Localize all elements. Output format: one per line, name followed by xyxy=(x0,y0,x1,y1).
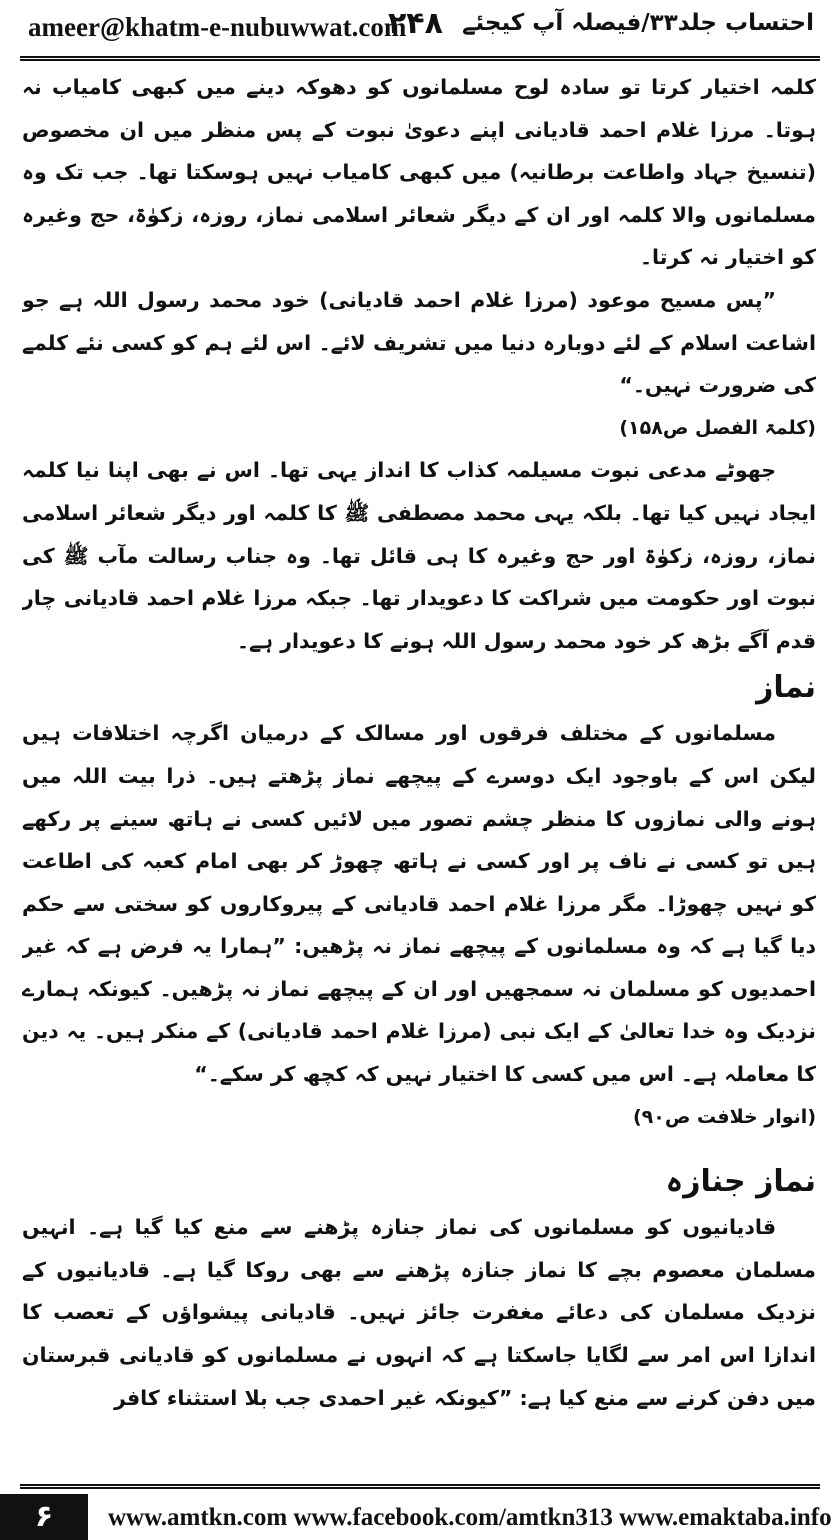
paragraph-4: قادیانیوں کو مسلمانوں کی نماز جنازہ پڑھنے سے منع کیا گیا ہے۔ انہیں مسلمان معصوم بچے کا نماز جنازہ پڑھنے سے بھی روکا گیا ہے۔ قادیانیوں کے نزدیک مسلمان کی دعائے مغفرت جائز نہیں۔ قادیانی پیشواؤں کے تعصب کا اندازا اس امر سے لگایا جاسکتا ہے کہ انہوں نے مسلمانوں کو قادیانی قبرستان میں دفن کرنے سے منع کیا ہے: ”کیونکہ غیر احمدی جب بلا استثناء کافر xyxy=(22,1215,816,1410)
reference-1: (کلمۃ الفصل ص۱۵۸) xyxy=(619,416,816,439)
page-footer xyxy=(0,1484,840,1540)
footer-page-number: ۶ xyxy=(0,1494,88,1540)
heading-namaz-janaza: نماز جنازہ xyxy=(665,1164,816,1200)
header-title: احتساب جلد۳۳/فیصلہ آپ کیجئے xyxy=(462,10,814,36)
header-rule xyxy=(20,56,820,61)
footer-rule xyxy=(20,1484,820,1489)
section-spacer xyxy=(22,1138,816,1156)
quote-1: ”پس مسیح موعود (مرزا غلام احمد قادیانی) خود محمد رسول اللہ ہے جو اشاعت اسلام کے لئے دوبارہ دنیا میں تشریف لائے۔ اس لئے ہم کو کسی نئے کلمے کی ضرورت نہیں۔“ xyxy=(22,287,816,398)
heading-namaz: نماز xyxy=(756,670,816,706)
header-email: ameer@khatm-e-nubuwwat.com xyxy=(28,12,407,42)
footer-urls: www.amtkn.com www.facebook.com/amtkn313 www.emaktaba.info xyxy=(108,1504,832,1531)
header-page-number: ۲۴۸ xyxy=(388,6,443,41)
article-body xyxy=(22,66,816,1478)
paragraph-3: مسلمانوں کے مختلف فرقوں اور مسالک کے درمیان اگرچہ اختلافات ہیں لیکن اس کے باوجود ایک دوسرے کے پیچھے نماز پڑھتے ہیں۔ ذرا بیت اللہ میں ہونے والی نمازوں کا منظر چشم تصور میں لائیں کسی نے ہاتھ سینے پر رکھے ہیں تو کسی نے ناف پر اور کسی نے ہاتھ چھوڑ کر بھی امام کعبہ کی اطاعت کو نہیں چھوڑا۔ مگر مرزا غلام احمد قادیانی کے پیروکاروں کو سختی سے حکم دیا گیا ہے کہ وہ مسلمانوں کے پیچھے نماز نہ پڑھیں: ”ہمارا یہ فرض ہے کہ غیر احمدیوں کو مسلمان نہ سمجھیں اور ان کے پیچھے نماز نہ پڑھیں۔ کیونکہ ہمارے نزدیک وہ خدا تعالیٰ کے ایک نبی (مرزا غلام احمد قادیانی) کے منکر ہیں۔ یہ دین کا معاملہ ہے۔ اس میں کسی کا اختیار نہیں کہ کچھ کر سکے۔“ xyxy=(22,721,816,1087)
paragraph-2: جھوٹے مدعی نبوت مسیلمہ کذاب کا انداز یہی تھا۔ اس نے بھی اپنا نیا کلمہ ایجاد نہیں کیا تھا۔ بلکہ یہی محمد مصطفی ﷺ کا کلمہ اور دیگر شعائر اسلامی نماز، روزہ، زکوٰۃ اور حج وغیرہ کا ہی قائل تھا۔ وہ جناب رسالت مآب ﷺ کی نبوت اور حکومت میں شراکت کا دعویدار تھا۔ جبکہ مرزا غلام احمد قادیانی چار قدم آگے بڑھ کر خود محمد رسول اللہ ہونے کا دعویدار ہے۔ xyxy=(22,458,816,653)
page-header xyxy=(0,0,840,58)
paragraph-1: کلمہ اختیار کرتا تو سادہ لوح مسلمانوں کو دھوکہ دینے میں کبھی کامیاب نہ ہوتا۔ مرزا غلام احمد قادیانی اپنے دعویٰ نبوت کے پس منظر میں ان مخصوص (تنسیخ جہاد واطاعت برطانیہ) میں کبھی کامیاب نہیں ہوسکتا تھا۔ جب تک وہ مسلمانوں والا کلمہ اور ان کے دیگر شعائر اسلامی نماز، روزہ، زکوٰۃ، حج وغیرہ کو اختیار نہ کرتا۔ xyxy=(22,75,816,270)
reference-2: (انوار خلافت ص۹۰) xyxy=(632,1105,816,1128)
